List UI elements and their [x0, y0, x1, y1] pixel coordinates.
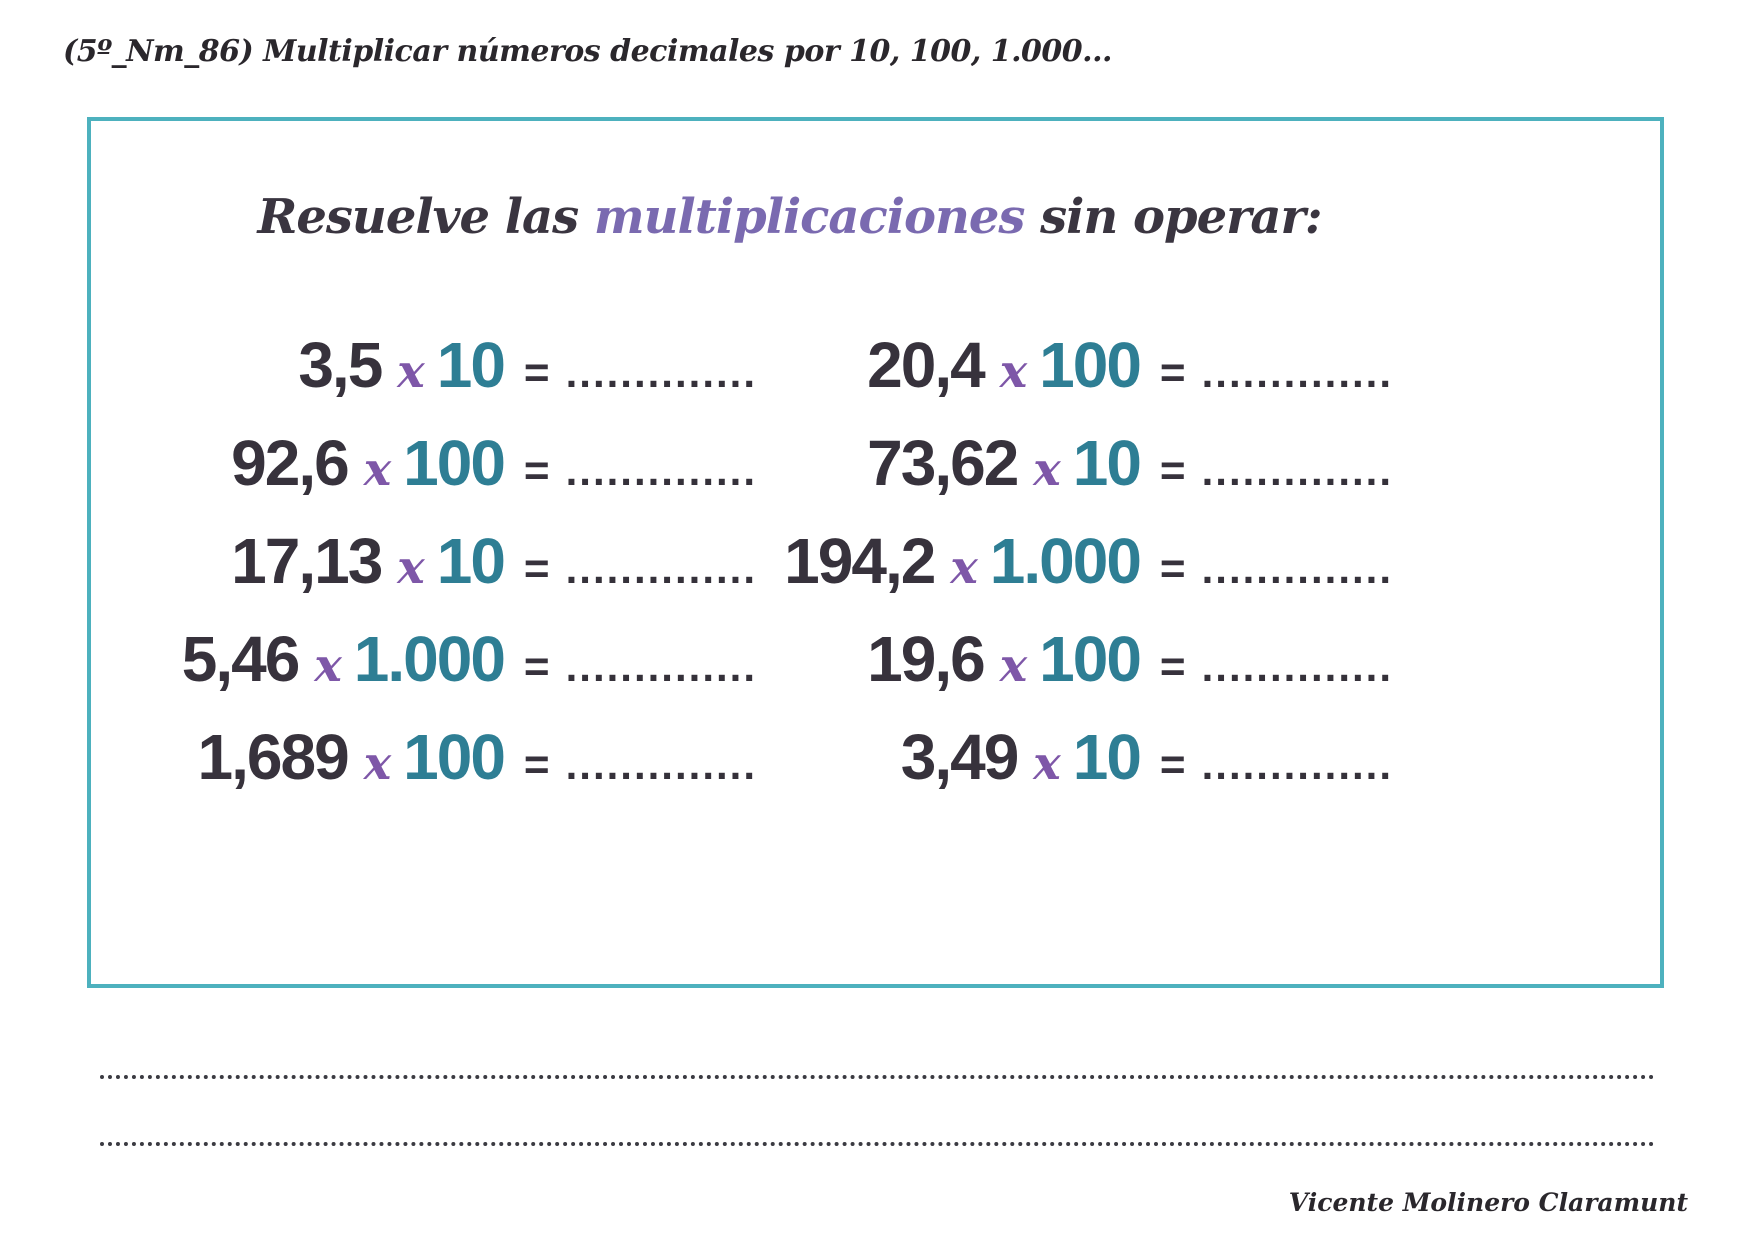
factor-value: 1,689: [197, 721, 348, 793]
equals-sign: =: [1159, 740, 1186, 789]
multiply-sign: x: [999, 638, 1028, 692]
multiplier-value: 1.000: [989, 525, 1140, 597]
answer-line-2: [100, 1142, 1655, 1146]
exercise-equation-left-4: [91, 610, 757, 708]
equals-sign: =: [1159, 348, 1186, 397]
multiplier-value: 100: [1039, 329, 1140, 401]
title-pre: Resuelve las: [257, 189, 594, 245]
title-highlight: multiplicaciones: [593, 189, 1025, 245]
exercise-equation-left-2: [91, 414, 757, 512]
exercise-equation-right-3: [757, 512, 1393, 610]
factor-value: 73,62: [867, 427, 1018, 499]
multiply-sign: x: [397, 344, 425, 398]
equals-sign: =: [1159, 642, 1186, 691]
title-post: sin operar:: [1024, 189, 1322, 245]
answer-blank: ..............: [565, 643, 757, 690]
multiply-sign: x: [363, 442, 392, 496]
answer-blank: ..............: [1201, 741, 1393, 788]
exercise-equation-right-1: [757, 316, 1393, 414]
factor-value: 3,5: [298, 329, 382, 401]
exercise-equation-right-4: [757, 610, 1393, 708]
multiplier-value: 10: [1072, 721, 1140, 793]
equals-sign: =: [523, 544, 550, 593]
answer-blank: ..............: [1201, 545, 1393, 592]
equals-sign: =: [523, 642, 550, 691]
author-credit: Vicente Molinero Claramunt: [1288, 1188, 1688, 1217]
answer-blank: ..............: [565, 349, 757, 396]
equals-sign: =: [523, 446, 550, 495]
answer-blank: ..............: [565, 545, 757, 592]
factor-value: 17,13: [231, 525, 382, 597]
equals-sign: =: [1159, 446, 1186, 495]
answer-line-1: [100, 1075, 1655, 1079]
multiply-sign: x: [397, 540, 425, 594]
multiplier-value: 10: [1072, 427, 1140, 499]
answer-blank: ..............: [1201, 447, 1393, 494]
exercise-equation-left-3: [91, 512, 757, 610]
multiplier-value: 100: [403, 427, 504, 499]
answer-blank: ..............: [565, 741, 757, 788]
multiply-sign: x: [314, 638, 342, 692]
exercise-equation-left-1: [91, 316, 757, 414]
multiply-sign: x: [950, 540, 978, 594]
multiplier-value: 100: [1039, 623, 1140, 695]
answer-blank: ..............: [565, 447, 757, 494]
multiply-sign: x: [1033, 442, 1061, 496]
equals-sign: =: [1159, 544, 1186, 593]
instruction-title: [91, 189, 1488, 245]
factor-value: 194,2: [784, 525, 935, 597]
exercise-grid: [91, 316, 1393, 806]
factor-value: 92,6: [231, 427, 348, 499]
exercise-box: [87, 117, 1664, 988]
factor-value: 20,4: [867, 329, 984, 401]
factor-value: 3,49: [900, 721, 1018, 793]
answer-blank: ..............: [1201, 643, 1393, 690]
factor-value: 19,6: [867, 623, 984, 695]
multiplier-value: 100: [403, 721, 504, 793]
multiply-sign: x: [1033, 736, 1061, 790]
exercise-equation-right-5: [757, 708, 1393, 806]
answer-blank: ..............: [1201, 349, 1393, 396]
equals-sign: =: [523, 348, 550, 397]
exercise-equation-right-2: [757, 414, 1393, 512]
multiplier-value: 10: [436, 525, 504, 597]
multiply-sign: x: [999, 344, 1028, 398]
exercise-equation-left-5: [91, 708, 757, 806]
equals-sign: =: [523, 740, 550, 789]
factor-value: 5,46: [181, 623, 299, 695]
multiplier-value: 1.000: [353, 623, 504, 695]
worksheet-header-title: (5º_Nm_86) Multiplicar números decimales por 10, 100, 1.000...: [63, 34, 1112, 69]
multiply-sign: x: [363, 736, 392, 790]
multiplier-value: 10: [436, 329, 504, 401]
